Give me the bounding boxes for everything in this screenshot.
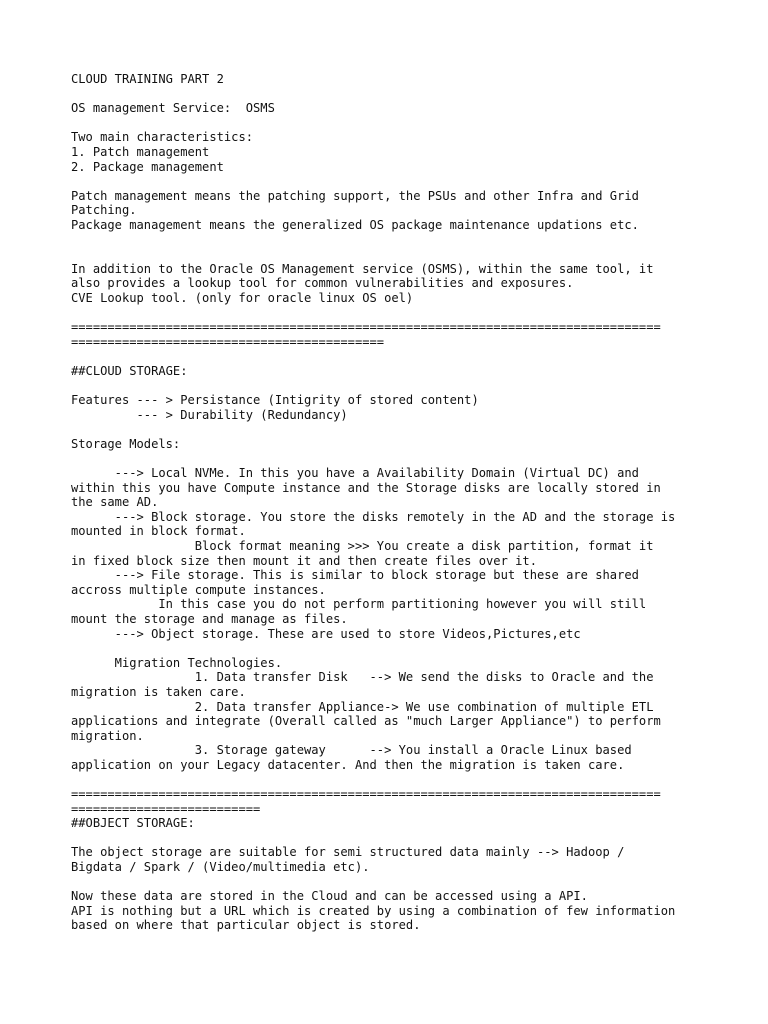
- document-line: CVE Lookup tool. (only for oracle linux OS oel): [71, 290, 414, 305]
- document-line: mounted in block format.: [71, 524, 246, 539]
- document-line: =================================================================================: [71, 787, 661, 802]
- document-line: Storage Models:: [71, 436, 181, 451]
- document-line: [71, 306, 711, 321]
- document-line: Migration Technologies.: [71, 655, 283, 670]
- document-line: [71, 451, 711, 466]
- document-line: also provides a lookup tool for common vulnerabilities and exposures.: [71, 276, 574, 291]
- document-line: ##CLOUD STORAGE:: [71, 363, 188, 378]
- document-line: ===========================================: [71, 334, 385, 349]
- document-line: API is nothing but a URL which is created by using a combination of few information: [71, 903, 676, 918]
- document-line: [71, 831, 711, 846]
- document-line: In this case you do not perform partitioning however you will still: [71, 597, 647, 612]
- document-line: [71, 875, 711, 890]
- document-line: [71, 349, 711, 364]
- document-line: applications and integrate (Overall called as "much Larger Appliance") to perform: [71, 714, 661, 729]
- document-line: ##OBJECT STORAGE:: [71, 816, 195, 831]
- document-line: Patch management means the patching support, the PSUs and other Infra and Grid: [71, 188, 639, 203]
- document-line: [71, 174, 711, 189]
- document-line: OS management Service: OSMS: [71, 101, 275, 116]
- document-line: CLOUD TRAINING PART 2: [71, 72, 224, 86]
- document-line: Two main characteristics:: [71, 130, 254, 145]
- document-line: Block format meaning >>> You create a disk partition, format it: [71, 539, 654, 553]
- document-line: accross multiple compute instances.: [71, 582, 326, 597]
- document-line: In addition to the Oracle OS Management service (OSMS), within the same tool, it: [71, 261, 654, 276]
- document-line: migration is taken care.: [71, 684, 246, 699]
- document-line: ---> Local NVMe. In this you have a Availability Domain (Virtual DC) and: [71, 466, 639, 481]
- document-line: 3. Storage gateway --> You install a Oracle Linux based: [71, 743, 632, 758]
- document-line: Bigdata / Spark / (Video/multimedia etc).: [71, 860, 370, 875]
- document-line: [71, 116, 711, 131]
- document-line: Features --- > Persistance (Intigrity of stored content): [71, 393, 479, 408]
- document-line: [71, 233, 711, 248]
- document-line: application on your Legacy datacenter. And then the migration is taken care.: [71, 757, 625, 772]
- document-line: 2. Package management: [71, 159, 224, 174]
- document-line: ==========================: [71, 801, 261, 816]
- document-line: 1. Patch management: [71, 144, 210, 159]
- document-line: ---> Object storage. These are used to store Videos,Pictures,etc: [71, 626, 581, 641]
- document-line: ---> File storage. This is similar to block storage but these are shared: [71, 568, 639, 583]
- document-line: =================================================================================: [71, 320, 661, 335]
- document-line: [71, 422, 711, 437]
- document-line: Now these data are stored in the Cloud and can be accessed using a API.: [71, 889, 588, 904]
- document-line: based on where that particular object is stored.: [71, 918, 421, 933]
- document-line: [71, 378, 711, 393]
- document-line: ---> Block storage. You store the disks remotely in the AD and the storage is: [71, 509, 676, 524]
- document-line: Package management means the generalized OS package maintenance updations etc.: [71, 217, 639, 232]
- document-line: [71, 87, 711, 102]
- document-line: Patching.: [71, 203, 137, 218]
- document-line: mount the storage and manage as files.: [71, 611, 348, 626]
- document-page: [71, 72, 711, 933]
- document-line: [71, 773, 711, 788]
- document-line: migration.: [71, 728, 144, 743]
- document-line: [71, 247, 711, 262]
- document-line: in fixed block size then mount it and then create files over it.: [71, 553, 537, 568]
- document-line: within this you have Compute instance and the Storage disks are locally stored in: [71, 480, 661, 495]
- document-line: --- > Durability (Redundancy): [71, 407, 348, 422]
- document-line: 1. Data transfer Disk --> We send the disks to Oracle and the: [71, 670, 654, 685]
- document-line: the same AD.: [71, 495, 159, 510]
- document-line: 2. Data transfer Appliance-> We use combination of multiple ETL: [71, 699, 654, 714]
- document-line: [71, 641, 711, 656]
- document-line: The object storage are suitable for semi structured data mainly --> Hadoop /: [71, 845, 625, 860]
